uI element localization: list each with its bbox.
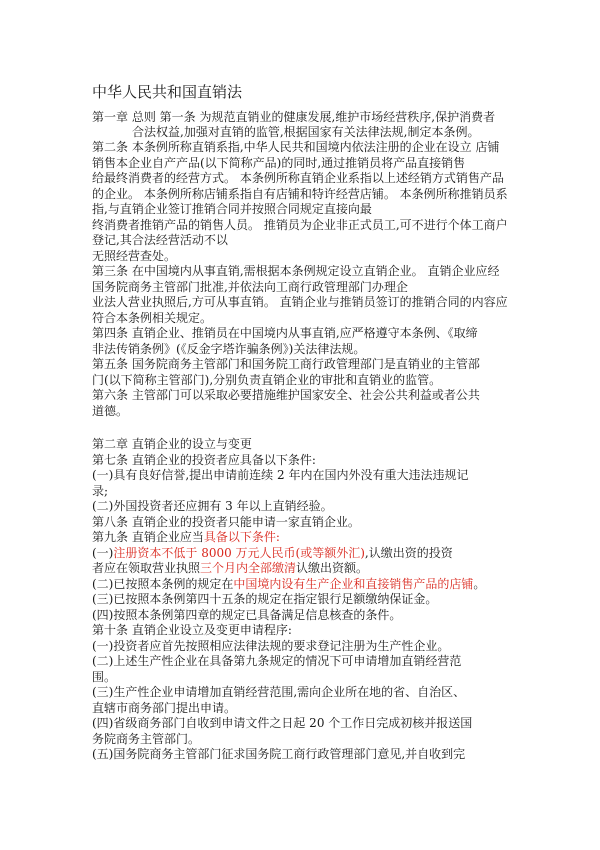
text-span: 者应在领取营业执照	[92, 561, 201, 575]
text-line: (一)具有良好信誉,提出申请前连续 2 年内在国内外没有重大违法违规记	[92, 468, 469, 482]
text-line: 录;	[92, 484, 109, 498]
text-line: 销售本企业自产产品(以下简称产品)的同时,通过推销员将产品直接销售	[92, 156, 466, 170]
text-line: (三)生产性企业申请增加直销经营范围,需向企业所在地的省、自治区、	[92, 685, 466, 699]
text-line: 第十条 直销企业设立及变更申请程序:	[92, 623, 292, 637]
text-line: (一)投资者应首先按照相应法律法规的要求登记注册为生产性企业。	[92, 639, 450, 653]
text-line: 的企业。 本条例所称店铺系指自有店铺和特许经营店铺。 本条例所称推销员系	[92, 187, 508, 201]
text-line: 指,与直销企业签订推销合同并按照合同规定直接向最	[92, 202, 372, 216]
highlighted-text: 具备以下条件:	[203, 530, 280, 544]
text-line: 非法传销条例》(《反金字塔诈骗条例》)关法律法规。	[92, 342, 366, 356]
text-span: ,认缴出资的投资	[364, 546, 453, 560]
text-line: 登记,其合法经营活动不以	[92, 233, 228, 247]
text-line: 第二条 本条例所称直销系指,中华人民共和国境内依法注册的企业在设立 店铺	[92, 140, 500, 154]
highlighted-text: 中国境内设有生产企业和直接销售产品的店铺	[233, 577, 474, 591]
text-line	[92, 561, 368, 575]
text-line	[92, 530, 280, 544]
text-line: 第六条 主管部门可以采取必要措施维护国家安全、社会公共利益或者公共	[92, 388, 480, 402]
text-span: 。	[473, 577, 486, 591]
text-line: 第一章 总则 第一条 为规范直销业的健康发展,维护市场经营秩序,保护消费者	[92, 110, 496, 124]
text-line: 门(以下简称主管部门),分别负责直销企业的审批和直销业的监管。	[92, 373, 442, 387]
text-line: 第八条 直销企业的投资者只能申请一家直销企业。	[92, 515, 360, 529]
text-line: (二)上述生产性企业在具备第九条规定的情况下可申请增加直销经营范	[92, 654, 462, 668]
text-line: 第七条 直销企业的投资者应具备以下条件:	[92, 453, 316, 467]
text-line: 符合本条例相关规定。	[92, 311, 213, 325]
text-line: 无照经营查处。	[92, 249, 177, 263]
highlighted-text: 三个月内全部缴清	[200, 561, 297, 575]
text-line: 围。	[92, 670, 117, 684]
text-span: 第九条 直销企业应当	[92, 530, 204, 544]
text-line: (三)已按照本条例第四十五条的规定在指定银行足额缴纳保证金。	[92, 592, 438, 606]
text-line: (四)按照本条例第四章的规定已具备满足信息核查的条件。	[92, 608, 402, 622]
text-line: 业法人营业执照后,方可从事直销。 直销企业与推销员签订的推销合同的内容应	[92, 295, 508, 309]
text-span: (二)已按照本条例的规定在	[92, 577, 234, 591]
text-line: 给最终消费者的经营方式。 本条例所称直销企业系指以上述经销方式销售产品	[92, 171, 504, 185]
text-line: 第三条 在中国境内从事直销,需根据本条例规定设立直销企业。 直销企业应经	[92, 264, 500, 278]
page-title: 中华人民共和国直销法	[92, 83, 243, 101]
highlighted-text: 注册资本不低于 8000 万元人民币(或等额外汇)	[113, 546, 365, 560]
text-line: 直辖市商务部门提出申请。	[92, 701, 237, 715]
text-span: (一)	[92, 546, 114, 560]
text-line: (四)省级商务部门自收到申请文件之日起 20 个工作日完成初核并报送国	[92, 716, 473, 730]
text-line: 道德。	[92, 404, 129, 418]
text-line	[92, 546, 453, 560]
chapter-heading: 第二章 直销企业的设立与变更	[92, 437, 252, 451]
text-line: (二)外国投资者还应拥有 3 年以上直销经验。	[92, 499, 333, 513]
text-line: (五)国务院商务主管部门征求国务院工商行政管理部门意见,并自收到完	[92, 747, 466, 761]
text-line: 国务院商务主管部门批准,并依法向工商行政管理部门办理企	[92, 280, 408, 294]
text-line	[92, 577, 485, 591]
text-line: 终消费者推销产品的销售人员。 推销员为企业非正式员工,可不进行个体工商户	[92, 218, 508, 232]
text-span: 认缴出资额。	[296, 561, 369, 575]
text-line: 第四条 直销企业、推销员在中国境内从事直销,应严格遵守本条例、《取缔	[92, 326, 478, 340]
text-line: 第五条 国务院商务主管部门和国务院工商行政管理部门是直销业的主管部	[92, 357, 480, 371]
text-line: 合法权益,加强对直销的监管,根据国家有关法律法规,制定本条例。	[132, 125, 480, 139]
text-line: 务院商务主管部门。	[92, 732, 201, 746]
